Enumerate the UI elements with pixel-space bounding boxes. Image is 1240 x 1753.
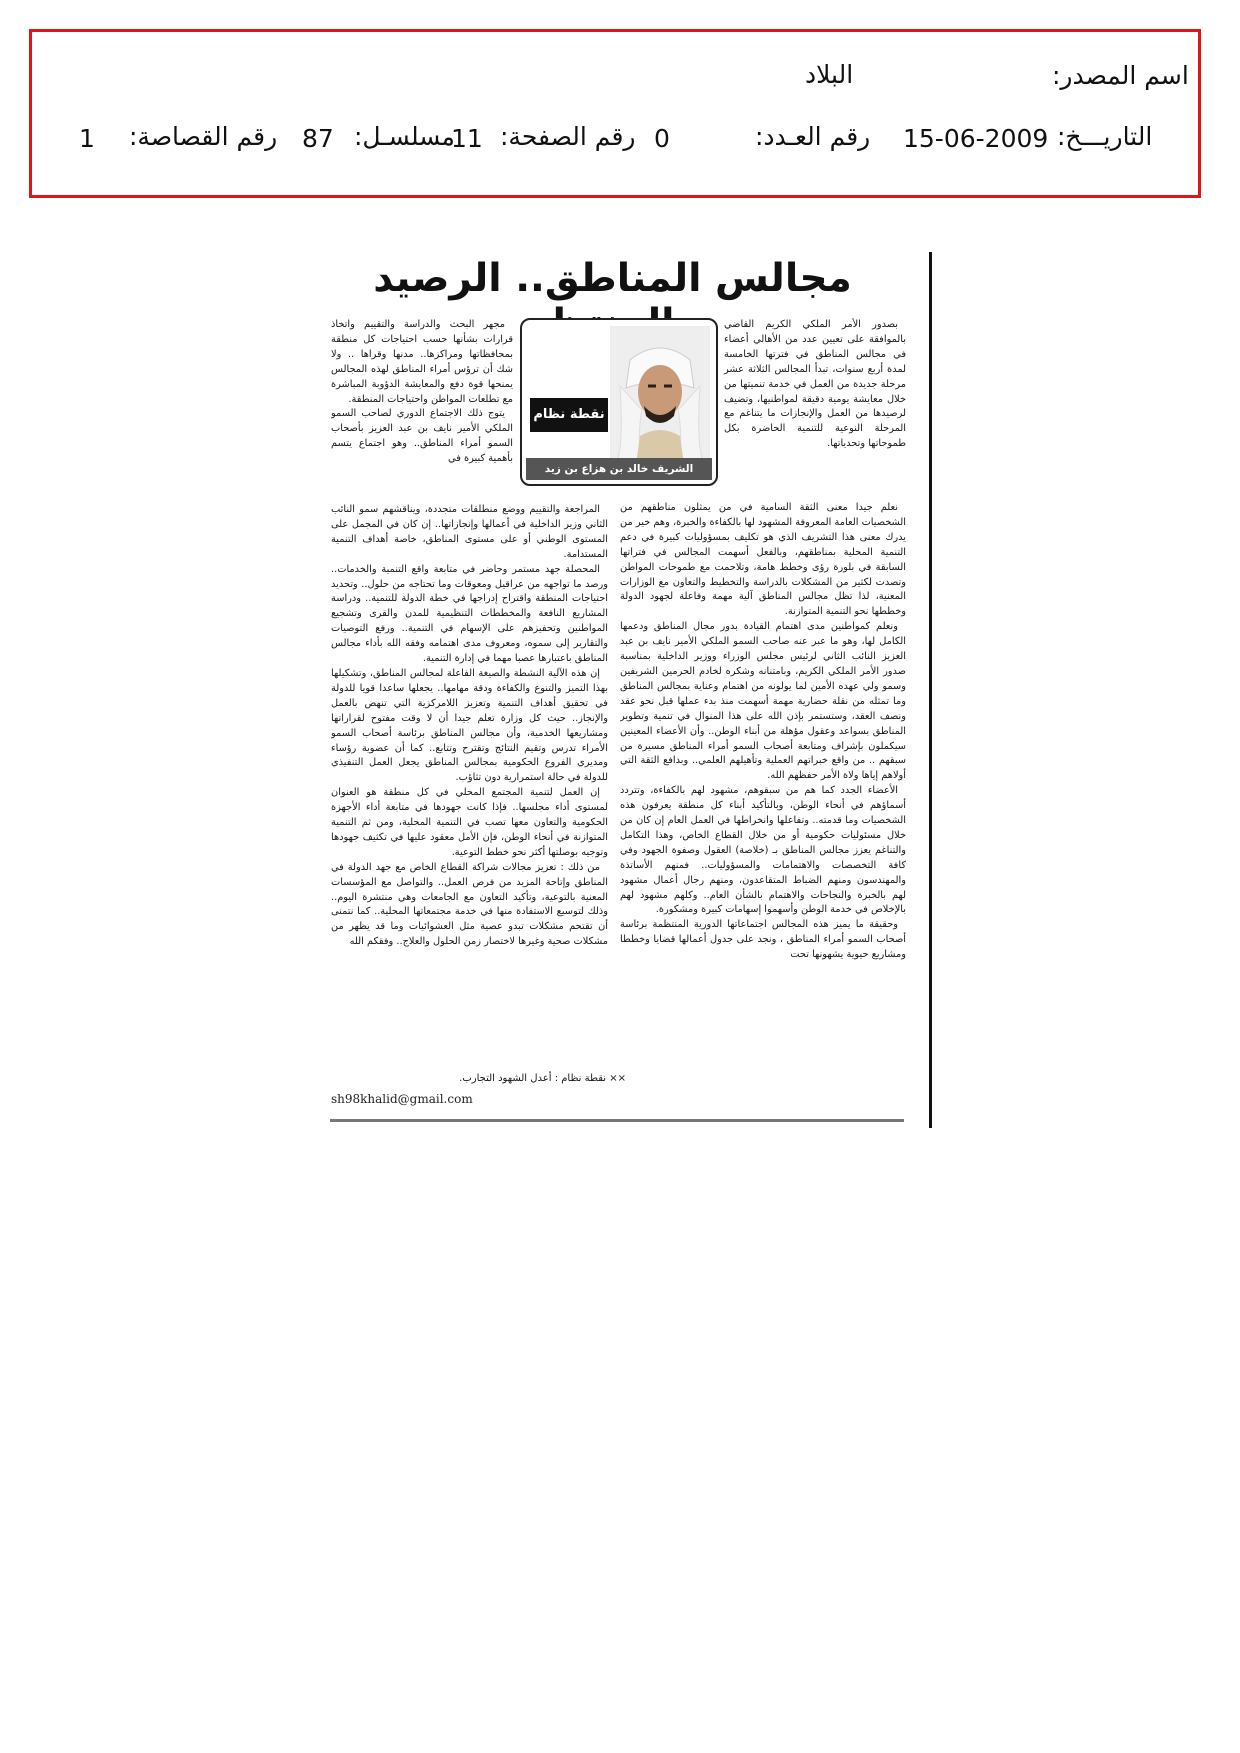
issue-label: رقم العـدد:: [755, 122, 871, 151]
clip-value: 1: [79, 124, 95, 153]
paragraph: بصدور الأمر الملكي الكريم القاضي بالموافقة على تعيين عدد من الأهالي أعضاء في مجالس المناطق في فترتها الخامسة لمدة أربع سنوات، تبدأ المجالس الثلاثة عشر مرحلة جديدة من العمل في خدمة تنميتها من خلال معايشة يومية دقيقة لمواطنيها، وتضيف لرصيدها من العمل والإنجازات ما يتناغم مع المرحلة النوعية للتنمية الحاضرة بكل طموحاتها وتحدياتها.: [724, 319, 906, 450]
serial-value: 87: [302, 124, 334, 153]
column-footnote: ×× نقطة نظام : أعدل الشهود التجارب.: [459, 1073, 626, 1084]
source-label: اسم المصدر:: [1052, 61, 1189, 90]
issue-value: 0: [654, 124, 670, 153]
paragraph: مجهر البحث والدراسة والتقييم واتخاذ قرارات بشأنها حسب احتياجات كل منطقة بمحافظاتها ومراكزها.. مدنها وقراها .. ولا شك أن ترؤس أمراء المناطق لهذه المجالس يمنحها قوة دفع والمعايشة الدؤوبة المباشرة مع تطلعات المواطن واحتياجات المنطقة.: [331, 319, 513, 405]
article-left-column-top: [331, 318, 513, 503]
source-value: البلاد: [805, 60, 854, 89]
article-left-column: [331, 503, 608, 1071]
paragraph: ونعلم كمواطنين مدى اهتمام القيادة بدور مجال المناطق ودعمها الكامل لها، وهو ما عبر عنه صاحب السمو الملكي الأمير نايف بن عبد العزيز النائب الثاني لرئيس مجلس الوزراء ووزير الداخلية بمناسبة صدور الأمر الملكي الكريم، وبامتنانه وشكره لخادم الحرمين الشريفين وسمو ولي عهده الأمين لما يولونه من اهتمام وعناية بمجالس المناطق وما تمثله من نقلة حضارية مهمة أسهمت منذ بدء عملها قبل نحو عقد ونصف العقد، وستستمر بإذن الله على هذا المنوال في تنمية وتطوير المناطق بسواعد وعقول مؤهلة من أبناء الوطن.. وأن الأعضاء المعينين سيكملون بإشراف ومتابعة أصحاب السمو أمراء المناطق مسيرة من سبقهم .. من واقع خبراتهم العملية وتأهيلهم العلمي.. وبدافع الثقة التي أولاهم إياها ولاة الأمر حفظهم الله.: [620, 621, 906, 782]
paragraph: وحقيقة ما يميز هذه المجالس اجتماعاتها الدورية المنتظمة برئاسة أصحاب السمو أمراء المناطق ، ونجد على جدول أعمالها قضايا وخططا ومشاريع حيوية يشهونها تحت: [620, 919, 906, 961]
clipping-metadata-box: [29, 29, 1201, 198]
page-value: 11: [451, 124, 483, 153]
paragraph: إن العمل لتنمية المجتمع المحلي في كل منطقة هو العنوان لمستوى أداء مجلسها.. فإذا كانت جهودها في متابعة أداء الأجهزة الحكومية والتعاون معها تصب في التنمية المحلية، ومن ثم التنمية المتوازنة في أنحاء الوطن، فإن الأمل معقود عليها في تكثيف جهودها وتوجيه بوصلتها أكثر نحو خطط التوعية.: [331, 787, 608, 858]
author-email: sh98khalid@gmail.com: [331, 1092, 473, 1106]
paragraph: المحصلة جهد مستمر وحاضر في متابعة واقع التنمية والخدمات.. ورصد ما تواجهه من عراقيل ومعوقات وما تحتاجه من حلول.. وتحديد احتياجات المنطقة واقتراح إدراجها في خطة الدولة للتنمية.. ودراسة المشاريع النافعة والمخططات التنظيمية للمدن والقرى وتشجيع المواطنين وتحفيزهم على الإسهام في التنمية.. ورفع التوصيات والتقارير إلى سموه، ومعروف مدى اهتمامه وفقه الله بأداء مجالس المناطق باعتبارها عصبا مهما في إدارة التنمية.: [331, 563, 608, 665]
page-label: رقم الصفحة:: [500, 122, 636, 151]
paragraph: إن هذه الآلية النشطة والصيغة الفاعلة لمجالس المناطق، وتشكيلها بهذا التميز والتنوع والكفاءة ودقة مهامها.. يجعلها ساعدا قويا للدولة في تحقيق أهداف التنمية وتعزيز اللامركزية التي تنهض بالعمل والإنجاز.. حيث كل وزارة تعلم جيدا أن لا وقت مفتوح لقراراتها ومشاريعها الخدمية، وأن مجالس المناطق برئاسة أصحاب السمو الأمراء تدرس وتقيم النتائج وتقترح وتتابع.. كما أن عضوية رؤساء ومديري الفروع الحكومية بمجالس المناطق يجعل العمل التنفيذي للدولة في حالة استمرارية دون تثاؤب.: [331, 667, 608, 784]
author-caption: الشريف خالد بن هزاع بن زيد: [526, 458, 712, 480]
clip-label: رقم القصاصة:: [129, 122, 278, 151]
article-right-column: [620, 318, 906, 1088]
date-value: 15-06-2009: [903, 124, 1049, 153]
column-divider-rule: [929, 252, 932, 1128]
column-name-tag: نقطة نظام: [530, 398, 608, 432]
paragraph: يتوج ذلك الاجتماع الدوري لصاحب السمو الملكي الأمير نايف بن عبد العزيز بأصحاب السمو أمراء المناطق.. وهو اجتماع يتسم بأهمية كبيرة في: [331, 408, 513, 465]
paragraph: من ذلك : تعزيز مجالات شراكة القطاع الخاص مع جهد الدولة في المناطق وإتاحة المزيد من فرص العمل.. والتواصل مع المؤسسات المعنية بالتوعية، وتأكيد التعاون مع الجامعات وهي منتشرة اليوم.. وذلك لتوسيع الاستفادة منها في خدمة مجتمعاتها المحلية.. كما نتمنى أن تقتحم مشكلات تبدو عصية مثل العشوائيات وما قد يظهر من مشكلات صحية وغيرها لاختصار زمن الحلول والعلاج.. وفقكم الله: [331, 861, 608, 948]
paragraph: نعلم جيدا معنى الثقة السامية في من يمثلون مناطقهم من الشخصيات العامة المعروفة المشهود لها بالكفاءة والخبرة، وهم خير من يدرك معنى هذا التشريف الذي هو تكليف بمسؤوليات كبيرة في دعم التنمية المحلية بمناطقهم، وبالفعل أسهمت المجالس في فتراتها السابقة في بلورة رؤى وخطط هامة، وتلاحمت مع طموحات المواطن وتصدت لكثير من المشكلات بالدراسة والتخطيط والتعاون مع الوزارات المعنية، لذا تظل مجالس المناطق آلية مهمة وفاعلة لجهود الدولة وخططها نحو التنمية المتوازنة.: [620, 502, 906, 618]
paragraph: المراجعة والتقييم ووضع منطلقات متجددة، ويناقشهم سمو النائب الثاني وزير الداخلية في أعمالها وإنجازاتها.. إن كان في المجمل على المستوى الوطني أو على مستوى المناطق، خاصة أهداف التنمية المستدامة.: [331, 504, 608, 560]
date-label: التاريـــخ:: [1057, 122, 1153, 151]
paragraph: الأعضاء الجدد كما هم من سبقوهم، مشهود لهم بالكفاءة، وتتردد أسماؤهم في أنحاء الوطن، وبالتأكيد أبناء كل منطقة يعرفون هذه الشخصيات وما قدمته.. وتفاعلها وانخراطها في العمل العام إن كان من خلال مسئوليات حكومية أو من خلال القطاع الخاص، وهذا التكامل والتناغم يعزز مجالس المناطق بـ (خلاصة) العقول وصفوة الجهود وفي كافة التخصصات والاهتمامات والمسؤوليات.. فمنهم الأساتذة والمهندسون ومنهم الضباط المتقاعدون، ومنهم رجال أعمال مشهود لهم بالخبرة والنجاحات والاهتمام بالشأن العام.. وكلهم مشهود لهم بالإخلاص في خدمة الوطن وأسهموا إسهامات كبيرة ومشكورة.: [620, 785, 906, 916]
serial-label: مسلسـل:: [354, 122, 455, 151]
article-headline: مجالس المناطق.. الرصيد: [373, 256, 852, 301]
right-column-intro: [620, 318, 906, 501]
article-bottom-rule: [330, 1119, 904, 1122]
